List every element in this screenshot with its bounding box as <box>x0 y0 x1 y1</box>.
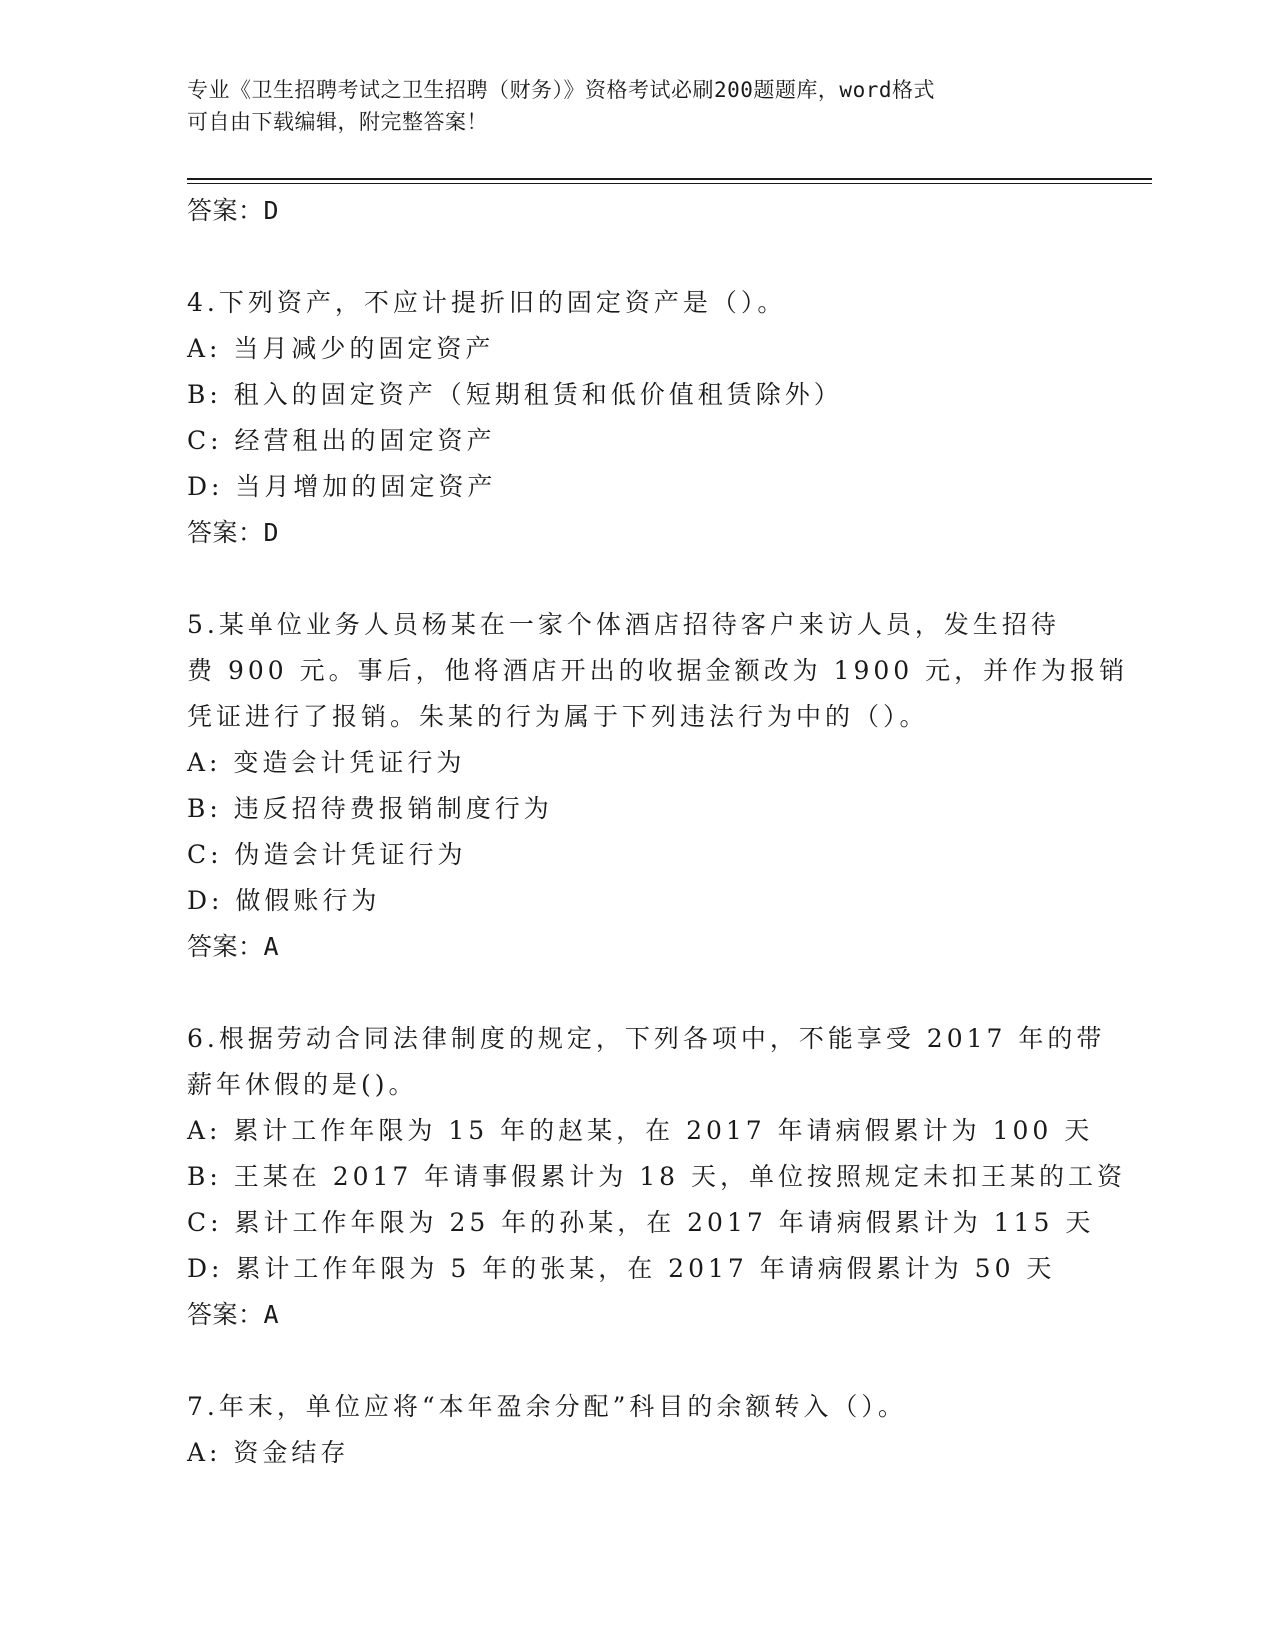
answer-line: 答案：D <box>187 196 280 225</box>
question-block <box>187 1384 1087 1476</box>
option-b: B: 王某在 2017 年请事假累计为 18 天，单位按照规定未扣王某的工资 <box>187 1162 1126 1191</box>
header-line-1: 专业《卫生招聘考试之卫生招聘（财务）》资格考试必刷200题题库，word格式 <box>187 78 935 102</box>
option-b: B: 租入的固定资产（短期租赁和低价值租赁除外） <box>187 380 843 409</box>
question-stem: 6.根据劳动合同法律制度的规定，下列各项中，不能享受 2017 年的带 <box>187 1024 1106 1053</box>
answer-line: 答案：D <box>187 518 280 547</box>
question-list <box>187 188 1129 1476</box>
header-divider-thin <box>187 183 1152 184</box>
document-header <box>187 74 1087 138</box>
option-d: D: 做假账行为 <box>187 886 381 915</box>
option-a: A: 变造会计凭证行为 <box>187 748 466 777</box>
option-a: A: 资金结存 <box>187 1438 350 1467</box>
question-block <box>187 280 1087 556</box>
question-stem: 4.下列资产，不应计提折旧的固定资产是（）。 <box>187 288 787 317</box>
option-c: C: 累计工作年限为 25 年的孙某，在 2017 年请病假累计为 115 天 <box>187 1208 1095 1237</box>
answer-line: 答案：A <box>187 932 280 961</box>
header-line-2: 可自由下载编辑，附完整答案！ <box>187 110 488 134</box>
question-block <box>187 1016 1126 1338</box>
header-divider-thick <box>187 178 1152 180</box>
option-c: C: 伪造会计凭证行为 <box>187 840 467 869</box>
question-stem: 凭证进行了报销。朱某的行为属于下列违法行为中的（）。 <box>187 702 929 731</box>
question-stem: 薪年休假的是()。 <box>187 1070 418 1099</box>
question-stem: 7.年末，单位应将“本年盈余分配”科目的余额转入（）。 <box>187 1392 907 1421</box>
option-a: A: 当月减少的固定资产 <box>187 334 495 363</box>
option-a: A: 累计工作年限为 15 年的赵某，在 2017 年请病假累计为 100 天 <box>187 1116 1094 1145</box>
question-stem: 5.某单位业务人员杨某在一家个体酒店招待客户来访人员，发生招待 <box>187 610 1060 639</box>
option-d: D: 累计工作年限为 5 年的张某，在 2017 年请病假累计为 50 天 <box>187 1254 1056 1283</box>
question-stem: 费 900 元。事后，他将酒店开出的收据金额改为 1900 元，并作为报销 <box>187 656 1129 685</box>
option-b: B: 违反招待费报销制度行为 <box>187 794 553 823</box>
question-block <box>187 602 1129 970</box>
answer-line: 答案：A <box>187 1300 280 1329</box>
option-d: D: 当月增加的固定资产 <box>187 472 497 501</box>
option-c: C: 经营租出的固定资产 <box>187 426 496 455</box>
